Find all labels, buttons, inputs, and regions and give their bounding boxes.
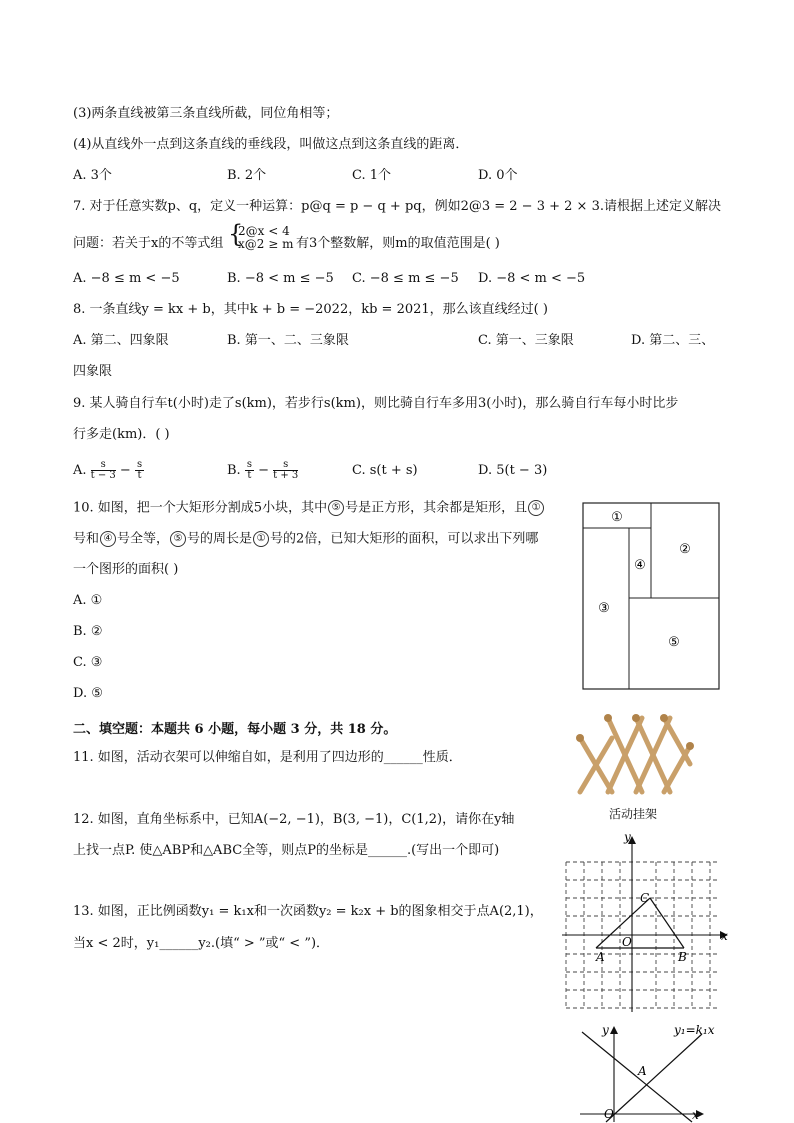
q10-stem-1 — [73, 500, 545, 517]
q10-stem-2 — [73, 531, 538, 548]
option-a: A. 第二、四象限 — [73, 333, 169, 348]
minus: − — [119, 463, 131, 478]
label-4: ④ — [634, 558, 646, 573]
coordinate-grid-figure — [558, 828, 738, 1018]
y1-label: y₁=k₁x — [674, 1023, 715, 1037]
label-3: ③ — [598, 601, 610, 616]
hanger-figure — [572, 708, 702, 808]
q12-stem-1: 12. 如图，直角坐标系中，已知A(−2, −1)，B(3, −1)，C(1,2)，请你在y轴 — [73, 812, 515, 827]
q9-stem-2: 行多走(km)．( ) — [73, 427, 170, 442]
q10-text: 号的2倍，已知大矩形的面积，可以求出下列哪 — [270, 531, 539, 547]
q13-stem-2: 当x < 2时，y₁______y₂.(填“ > ”或“ < ”)． — [73, 936, 330, 951]
option-d: D. 第二、三、 — [631, 333, 715, 348]
point-a-label: A — [596, 950, 605, 964]
frac-num: s — [91, 460, 116, 471]
q8-wrap: 四象限 — [73, 364, 113, 379]
q10-text: 号是正方形，其余都是矩形，且 — [345, 500, 528, 516]
point-c-label: C — [640, 891, 650, 905]
section-2-title: 二、填空题：本题共 6 小题，每小题 3 分，共 18 分。 — [73, 722, 397, 737]
circled-1: ① — [253, 531, 269, 547]
option-b: B. 2个 — [227, 168, 267, 183]
option-d: D. −8 < m < −5 — [478, 271, 586, 286]
frac-num: s — [273, 460, 298, 471]
q10-text: 号和 — [73, 531, 100, 547]
option-a: A. 3个 — [73, 168, 112, 183]
q12-stem-2: 上找一点P. 使△ABP和△ABC全等，则点P的坐标是______.(写出一个即可) — [73, 843, 500, 858]
q7-stem-1: 7. 对于任意实数p、q，定义一种运算：p@q = p − q + pq，例如2@3 = 2 − 3 + 2 × 3.请根据上述定义解决 — [73, 199, 721, 214]
q7-stem-2b: 有3个整数解，则m的取值范围是( ) — [296, 236, 500, 251]
option-b: B. 第一、二、三象限 — [227, 333, 349, 348]
statement-4: (4)从直线外一点到这条直线的垂线段，叫做这点到这条直线的距离． — [73, 137, 469, 152]
option-b — [227, 460, 298, 481]
option-a — [73, 460, 144, 481]
q7-system-1: 2@x < 4 — [238, 224, 290, 238]
frac-num: s — [136, 459, 143, 470]
point-a-label: A — [638, 1064, 647, 1078]
frac-num: s — [246, 459, 252, 470]
label-2: ② — [679, 542, 691, 557]
option-d: D. ⑤ — [73, 686, 103, 701]
x-axis-label: x — [692, 1108, 699, 1122]
q8-stem: 8. 一条直线y = kx + b，其中k + b = −2022，kb = 2021，那么该直线经过( ) — [73, 302, 548, 317]
q13-stem-1: 13. 如图，正比例函数y₁ = k₁x和一次函数y₂ = k₂x + b的图象相交于点A(2,1)， — [73, 904, 543, 919]
q9-stem-1: 9. 某人骑自行车t(小时)走了s(km)，若步行s(km)，则比骑自行车多用3(小时)，那么骑自行车每小时比步 — [73, 396, 679, 411]
option-b-label: B. — [227, 463, 245, 478]
minus: − — [258, 463, 270, 478]
option-c: C. 1个 — [352, 168, 392, 183]
option-b: B. ② — [73, 624, 103, 639]
rectangle-partition-figure — [582, 502, 722, 692]
statement-3: (3)两条直线被第三条直线所截，同位角相等； — [73, 106, 339, 121]
frac-den: t − 3 — [90, 470, 116, 481]
q10-text: 10. 如图，把一个大矩形分割成5小块，其中 — [73, 500, 328, 516]
option-c: C. s(t + s) — [352, 463, 418, 478]
option-b: B. −8 < m ≤ −5 — [227, 271, 334, 286]
circled-4: ④ — [100, 531, 116, 547]
option-c: C. ③ — [73, 655, 103, 670]
option-c: C. −8 ≤ m ≤ −5 — [352, 271, 459, 286]
option-a: A. ① — [73, 593, 103, 608]
point-b-label: B — [678, 950, 687, 964]
label-5: ⑤ — [668, 635, 680, 650]
q10-text: 号全等， — [117, 531, 170, 547]
frac-den: t + 3 — [273, 470, 299, 481]
q10-stem-3: 一个图形的面积( ) — [73, 562, 179, 577]
circled-5: ⑤ — [328, 500, 344, 516]
linear-functions-figure — [578, 1022, 728, 1123]
frac-den: t — [247, 470, 252, 481]
brace: { — [228, 220, 244, 248]
origin-label: O — [622, 935, 632, 949]
option-d: D. 5(t − 3) — [478, 463, 548, 478]
circled-5: ⑤ — [170, 531, 186, 547]
label-1: ① — [611, 510, 623, 525]
option-a-label: A. — [73, 463, 91, 478]
q7-system-2: x@2 ≥ m — [238, 237, 294, 251]
q11-stem: 11. 如图，活动衣架可以伸缩自如，是利用了四边形的______性质． — [73, 750, 462, 765]
frac-den: t — [137, 470, 142, 481]
circled-1: ① — [528, 500, 544, 516]
hanger-caption: 活动挂架 — [609, 807, 658, 821]
option-a: A. −8 ≤ m < −5 — [73, 271, 180, 286]
q10-text: 号的周长是 — [187, 531, 253, 547]
origin-label: O — [604, 1107, 614, 1121]
option-d: D. 0个 — [478, 168, 518, 183]
x-axis-label: x — [721, 929, 728, 943]
option-c: C. 第一、三象限 — [478, 333, 574, 348]
y-axis-label: y — [624, 830, 631, 844]
q7-stem-2a: 问题：若关于x的不等式组 — [73, 236, 224, 251]
y-axis-label: y — [602, 1023, 609, 1037]
